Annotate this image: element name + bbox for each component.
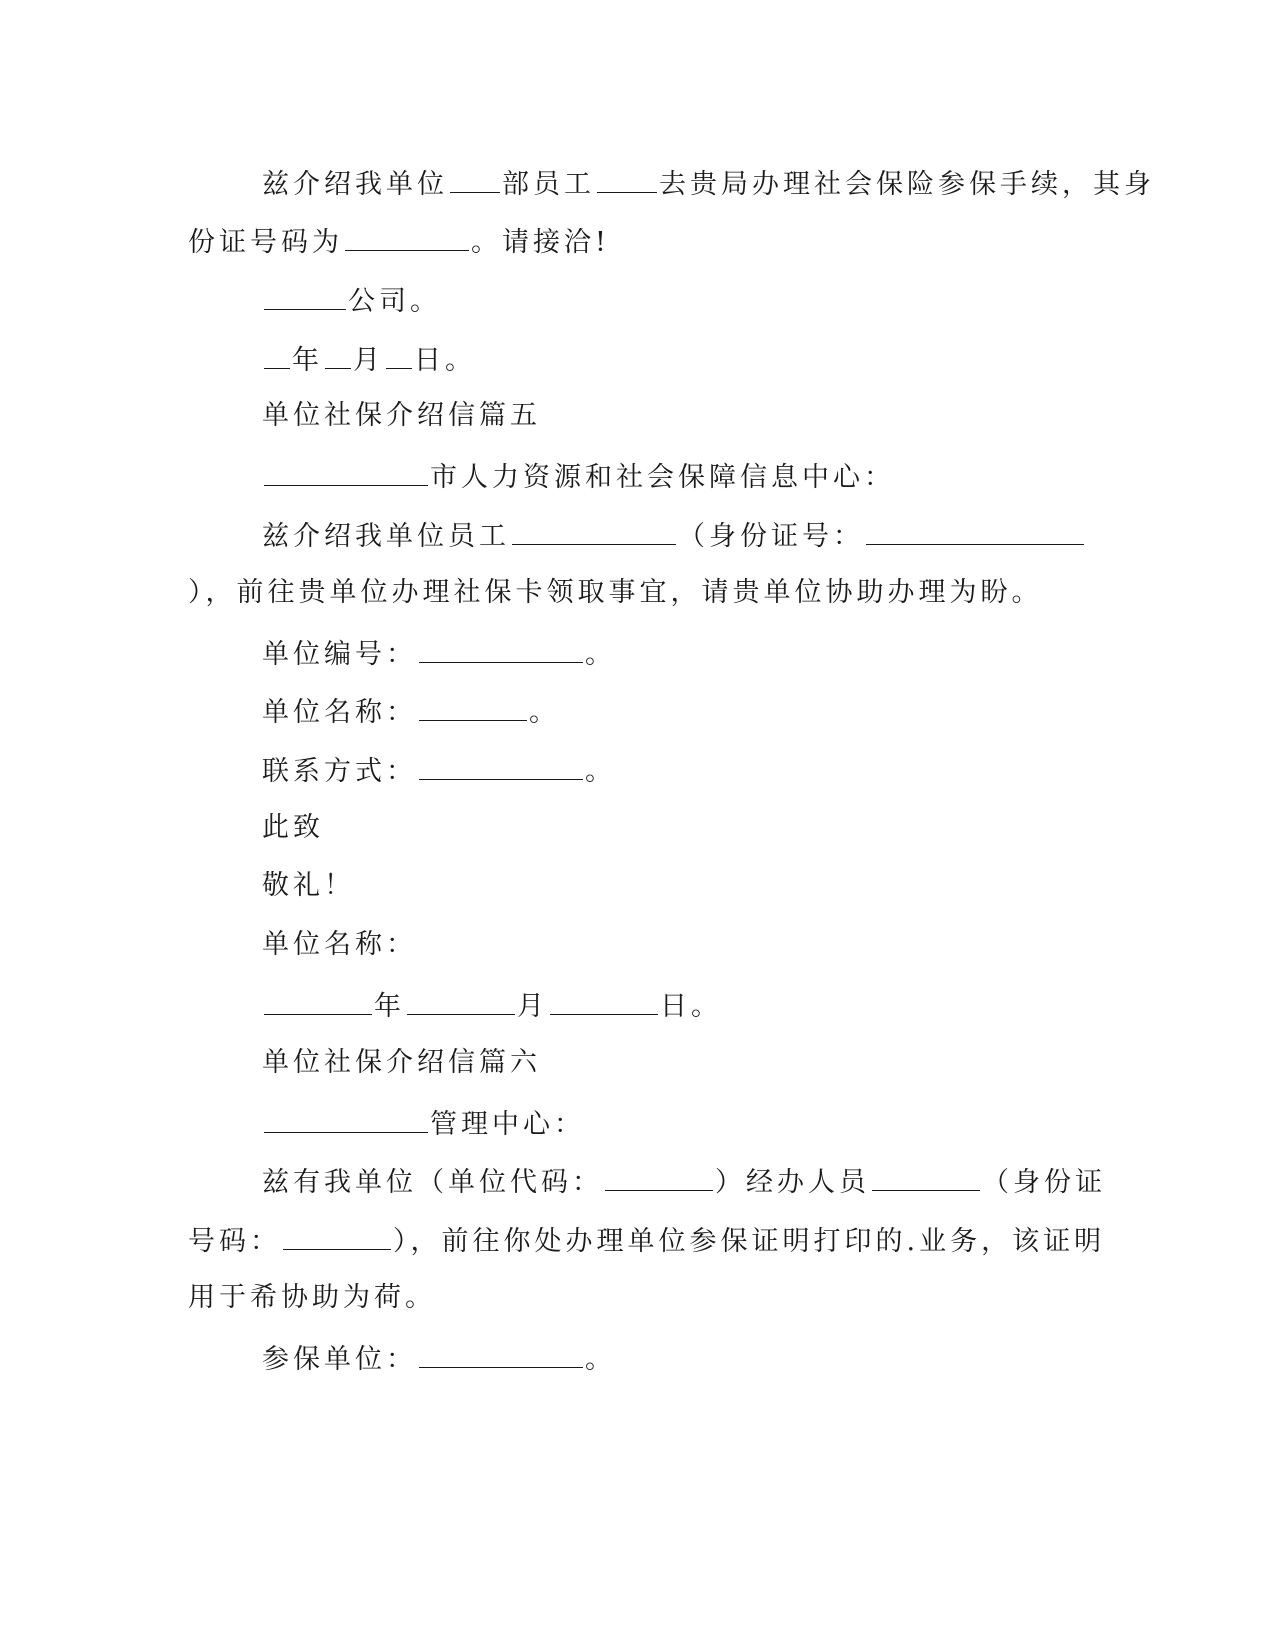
text: 年 <box>374 991 405 1022</box>
text: 日。 <box>414 345 476 376</box>
text: 。 <box>529 697 560 728</box>
text: ），前往你处办理单位参保证明打印的.业务，该证明 <box>393 1226 1106 1257</box>
blank-unit-number <box>419 634 583 663</box>
unit-number-line <box>262 634 616 673</box>
text: ）经办人员 <box>715 1167 870 1198</box>
paragraph-employee-line2: ），前往贵单位办理社保卡领取事宜，请贵单位协助办理为盼。 <box>188 577 1043 608</box>
addressee-line <box>262 457 895 496</box>
unit-name-line <box>262 692 560 731</box>
paragraph-employee-line1 <box>262 516 1086 555</box>
blank-center <box>264 1104 428 1133</box>
blank-unit-name <box>419 692 527 721</box>
text: 兹介绍我单位员工 <box>262 521 510 552</box>
text: 部员工 <box>502 169 595 200</box>
blank-id-number <box>866 516 1084 545</box>
blank-year <box>264 340 290 369</box>
blank-employee <box>597 164 657 193</box>
text: 单位编号： <box>262 639 417 670</box>
blank-month <box>325 340 351 369</box>
section-heading-5: 单位社保介绍信篇五 <box>262 400 541 431</box>
signature-unit-name: 单位名称： <box>262 929 417 960</box>
paragraph-agent-line3: 用于希协助为荷。 <box>188 1282 436 1313</box>
text: 市人力资源和社会保障信息中心： <box>430 462 895 493</box>
text: 联系方式： <box>262 756 417 787</box>
paragraph-introduction-line1 <box>262 164 1155 203</box>
text: 参保单位： <box>262 1344 417 1375</box>
text: 号码： <box>188 1226 281 1257</box>
closing-line-2: 敬礼！ <box>262 870 355 901</box>
blank-id-number <box>283 1221 391 1250</box>
paragraph-introduction-line2 <box>188 222 610 261</box>
text: 公司。 <box>348 286 441 317</box>
blank-insured-unit <box>419 1339 583 1368</box>
blank-agent <box>872 1162 980 1191</box>
text: 管理中心： <box>430 1109 585 1140</box>
blank-day <box>550 986 658 1015</box>
closing-line-1: 此致 <box>262 812 324 843</box>
insured-unit-line <box>262 1339 616 1378</box>
blank-month <box>407 986 515 1015</box>
blank-unit-code <box>605 1162 713 1191</box>
text: （身份证号： <box>678 521 864 552</box>
blank-contact <box>419 751 583 780</box>
contact-line <box>262 751 616 790</box>
blank-department <box>450 164 500 193</box>
date-line <box>262 340 476 379</box>
blank-company <box>264 281 346 310</box>
text: 去贵局办理社会保险参保手续，其身 <box>659 169 1155 200</box>
text: 。 <box>585 1344 616 1375</box>
text: 月 <box>353 345 384 376</box>
text: 年 <box>292 345 323 376</box>
company-signature <box>262 281 441 320</box>
blank-day <box>386 340 412 369</box>
text: 兹介绍我单位 <box>262 169 448 200</box>
text: 兹有我单位（单位代码： <box>262 1167 603 1198</box>
text: 。 <box>585 639 616 670</box>
text: 日。 <box>660 991 722 1022</box>
blank-id-number <box>345 222 469 251</box>
blank-employee-name <box>512 516 676 545</box>
paragraph-agent-line2 <box>188 1221 1105 1260</box>
text: （身份证 <box>982 1167 1106 1198</box>
blank-year <box>264 986 372 1015</box>
text: 单位名称： <box>262 697 417 728</box>
text: 。请接洽! <box>471 227 610 258</box>
text: 份证号码为 <box>188 227 343 258</box>
addressee-line <box>262 1104 585 1143</box>
text: 。 <box>585 756 616 787</box>
date-line <box>262 986 722 1025</box>
paragraph-agent-line1 <box>262 1162 1106 1201</box>
text: 月 <box>517 991 548 1022</box>
blank-city <box>264 457 428 486</box>
section-heading-6: 单位社保介绍信篇六 <box>262 1047 541 1078</box>
